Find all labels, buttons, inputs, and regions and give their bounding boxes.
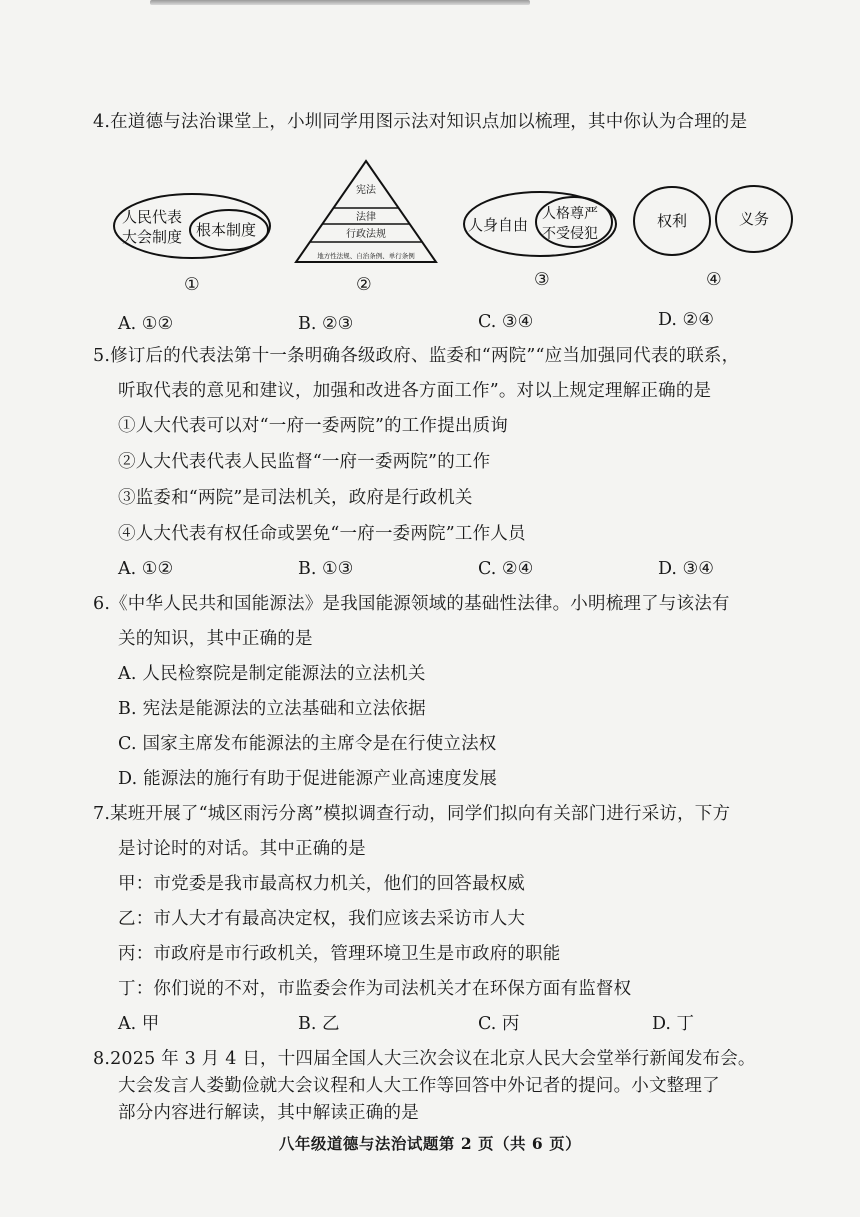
q7-stem-line2: 是讨论时的对话。其中正确的是	[118, 839, 366, 859]
q5-item-1: ①人大代表可以对“一府一委两院”的工作提出质询	[118, 416, 508, 436]
q5-stem-line1: 5.修订后的代表法第十一条明确各级政府、监委和“两院”“应当加强同代表的联系，	[93, 346, 740, 366]
q6-option-b[interactable]: B. 宪法是能源法的立法基础和立法依据	[118, 699, 426, 719]
q4-option-c[interactable]: C. ③④	[478, 312, 534, 332]
q7-option-d[interactable]: D. 丁	[652, 1014, 695, 1034]
q4-option-b[interactable]: B. ②③	[298, 314, 354, 334]
q6-option-a[interactable]: A. 人民检察院是制定能源法的立法机关	[118, 664, 426, 684]
q8-stem-line3: 部分内容进行解读，其中解读正确的是	[118, 1103, 419, 1123]
q7-option-c[interactable]: C. 丙	[478, 1014, 520, 1034]
q6-stem-line1: 6.《中华人民共和国能源法》是我国能源领域的基础性法律。小明梳理了与该法有	[93, 594, 730, 614]
q6-option-d[interactable]: D. 能源法的施行有助于促进能源产业高速度发展	[118, 769, 498, 789]
q7-option-b[interactable]: B. 乙	[298, 1014, 340, 1034]
q7-stem-line1: 7.某班开展了“城区雨污分离”模拟调查行动，同学们拟向有关部门进行采访，下方	[93, 804, 731, 824]
q4-stem: 4.在道德与法治课堂上，小圳同学用图示法对知识点加以梳理，其中你认为合理的是	[93, 112, 748, 132]
q4-option-a[interactable]: A. ①②	[118, 314, 174, 334]
q7-dialog-ding: 丁：你们说的不对，市监委会作为司法机关才在环保方面有监督权	[118, 979, 632, 999]
q4-figure-2	[292, 158, 440, 268]
fig3-inner-line2: 不受侵犯	[542, 226, 598, 242]
fig1-inner-label: 根本制度	[196, 221, 257, 239]
q7-dialog-bing: 丙：市政府是市行政机关，管理环境卫生是市政府的职能	[118, 944, 561, 964]
q5-option-d[interactable]: D. ③④	[658, 559, 714, 579]
q7-dialog-jia: 甲：市党委是我市最高权力机关，他们的回答最权威	[118, 874, 526, 894]
q5-option-b[interactable]: B. ①③	[298, 559, 354, 579]
q5-item-3: ③监委和“两院”是司法机关，政府是行政机关	[118, 488, 473, 508]
q5-option-a[interactable]: A. ①②	[118, 559, 174, 579]
fig3-inner-line1: 人格尊严	[542, 206, 598, 222]
fig4-duties-label: 义务	[738, 210, 770, 228]
q5-item-4: ④人大代表有权任命或罢免“一府一委两院”工作人员	[118, 524, 526, 544]
fig2-level-law: 法律	[356, 212, 376, 223]
fig2-level-admin-regulation: 行政法规	[346, 229, 386, 240]
q8-stem-line2: 大会发言人娄勤俭就大会议程和人大工作等回答中外记者的提问。小文整理了	[118, 1076, 720, 1096]
fig3-outer-label: 人身自由	[468, 216, 529, 234]
q5-option-c[interactable]: C. ②④	[478, 559, 534, 579]
q7-option-a[interactable]: A. 甲	[118, 1014, 160, 1034]
fig2-number: ②	[356, 275, 372, 295]
q4-figure-1	[112, 190, 277, 262]
scan-edge-mark	[150, 0, 530, 5]
fig3-number: ③	[534, 270, 550, 290]
q7-dialog-yi: 乙：市人大才有最高决定权，我们应该去采访市人大	[118, 909, 526, 929]
q5-stem-line2: 听取代表的意见和建议，加强和改进各方面工作”。对以上规定理解正确的是	[118, 381, 712, 401]
fig1-outer-line2: 大会制度	[122, 228, 183, 246]
q4-figure-3	[462, 188, 622, 260]
q6-stem-line2: 关的知识，其中正确的是	[118, 629, 313, 649]
fig4-rights-label: 权利	[656, 212, 688, 230]
fig2-level-constitution: 宪法	[356, 185, 376, 196]
q4-option-d[interactable]: D. ②④	[658, 310, 714, 330]
fig2-level-local: 地方性法规、自治条例、单行条例	[317, 252, 415, 260]
q6-option-c[interactable]: C. 国家主席发布能源法的主席令是在行使立法权	[118, 734, 497, 754]
q4-figure-4	[632, 183, 794, 259]
fig1-number: ①	[184, 275, 200, 295]
page-footer: 八年级道德与法治试题第 2 页（共 6 页）	[278, 1134, 582, 1153]
q5-item-2: ②人大代表代表人民监督“一府一委两院”的工作	[118, 452, 491, 472]
fig1-outer-line1: 人民代表	[122, 208, 183, 226]
fig4-number: ④	[706, 270, 722, 290]
q8-stem-line1: 8.2025 年 3 月 4 日，十四届全国人大三次会议在北京人民大会堂举行新闻发布会。	[93, 1049, 756, 1069]
